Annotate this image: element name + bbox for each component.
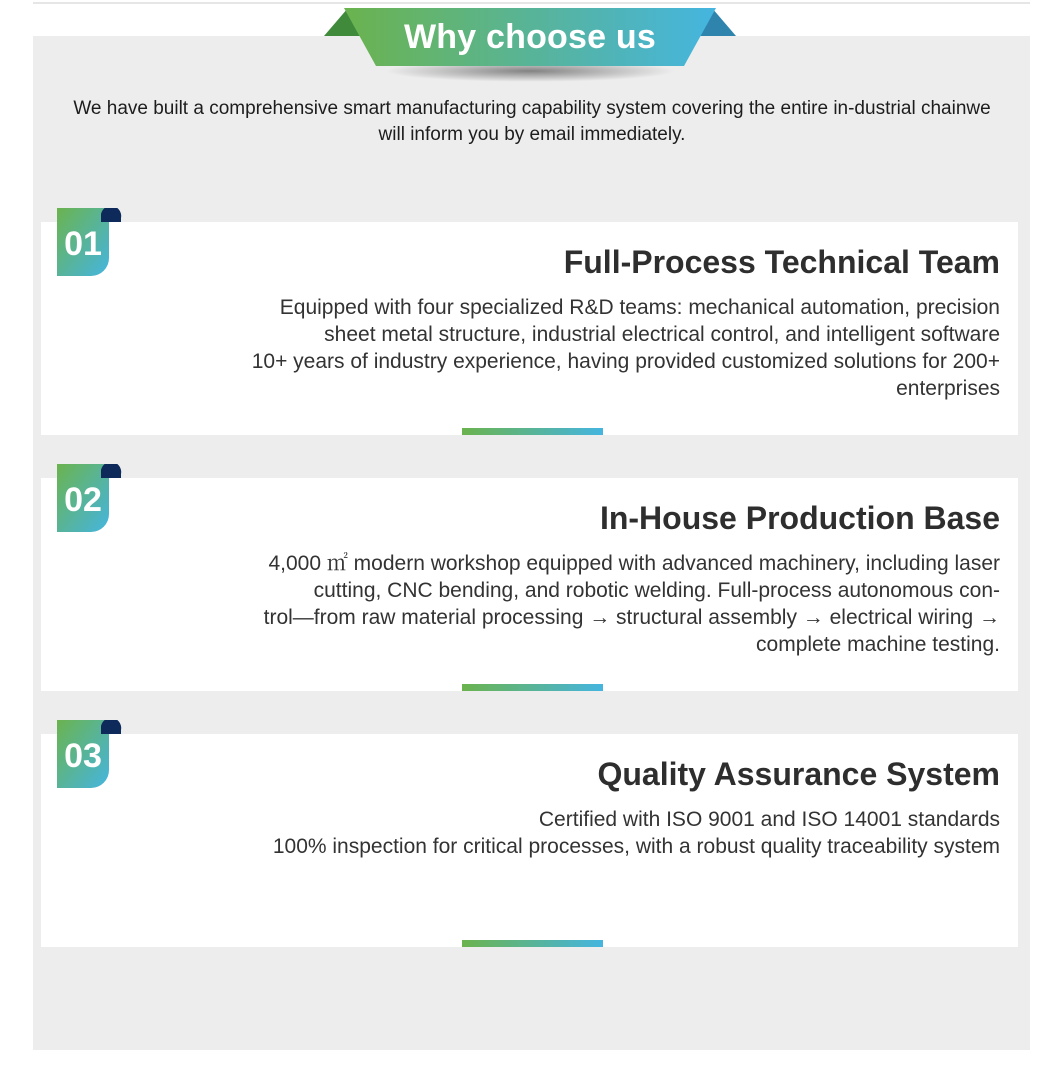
feature-description: 4,000 ㎡ modern workshop equipped with advanced machinery, including laser cutting, CNC bending, and robotic welding. Full-process autonomous con- trol—from raw material processing → structural assembly → electrical wiring → complete machine testing. — [263, 552, 1000, 656]
feature-number-badge — [57, 208, 123, 278]
feature-number: 03 — [64, 737, 102, 775]
feature-number: 01 — [64, 225, 102, 263]
feature-title: Full-Process Technical Team — [563, 244, 1000, 280]
section-title: Why choose us — [404, 18, 656, 56]
card-accent-bar — [462, 684, 603, 691]
feature-number-badge — [57, 464, 123, 534]
feature-description: Equipped with four specialized R&D teams: mechanical automation, precision sheet metal structure, industrial electrical control, and intelligent software 10+ years of industry experience, having provided customized solutions for 200+ enterprises — [251, 296, 1000, 400]
feature-title: In-House Production Base — [599, 500, 1000, 536]
card-accent-bar — [462, 940, 603, 947]
feature-title: Quality Assurance System — [597, 756, 1000, 792]
feature-number: 02 — [64, 481, 102, 519]
card-accent-bar — [462, 428, 603, 435]
feature-card — [41, 734, 1018, 947]
top-divider — [33, 2, 1030, 4]
feature-card — [41, 222, 1018, 435]
section-intro: We have built a comprehensive smart manufacturing capability system covering the entire in-dustrial chainwe will inform you by email immediately. — [73, 98, 991, 145]
feature-number-badge — [57, 720, 123, 790]
section-heading-ribbon — [324, 8, 736, 88]
feature-card — [41, 478, 1018, 691]
feature-description: Certified with ISO 9001 and ISO 14001 standards 100% inspection for critical processes, with a robust quality traceability system — [272, 808, 1000, 858]
